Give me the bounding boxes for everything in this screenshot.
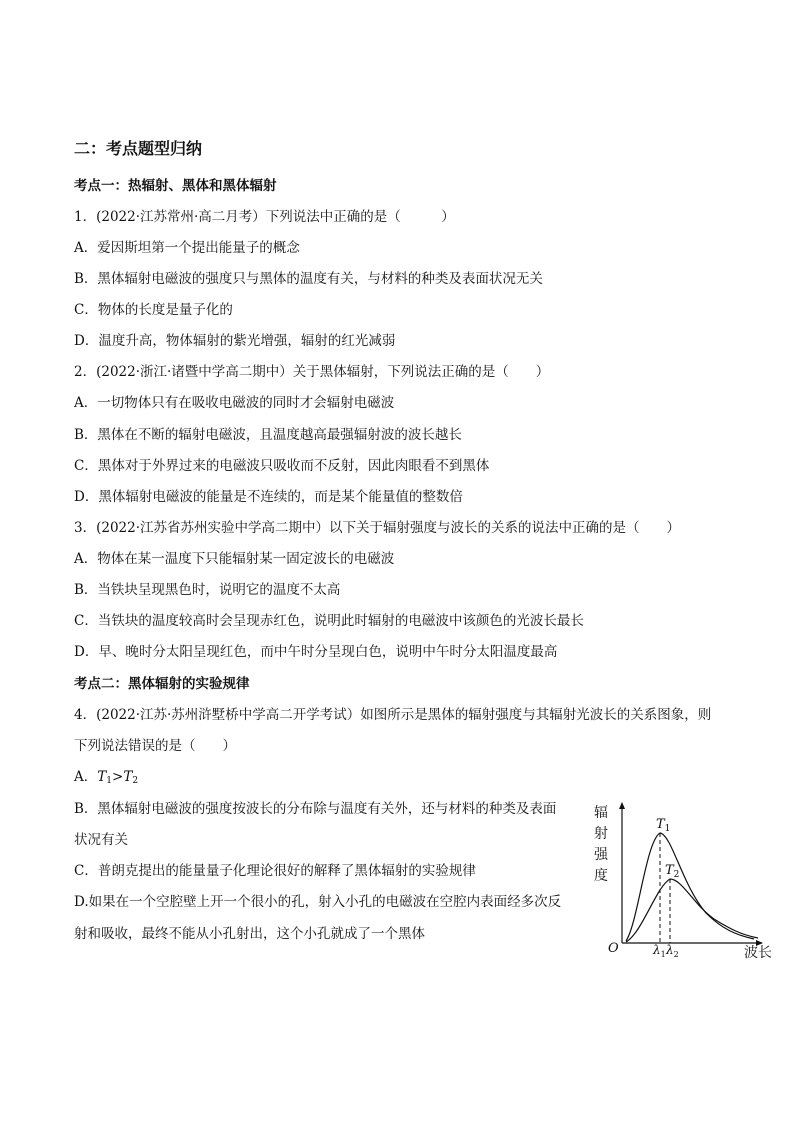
key-point-1-title: 考点一：热辐射、黑体和黑体辐射	[74, 178, 277, 194]
q4-option-a-gt: >	[112, 769, 124, 785]
q4-option-a	[74, 768, 138, 790]
q4-option-c: C．普朗克提出的能量量子化理论很好的解释了黑体辐射的实验规律	[74, 863, 476, 879]
curve-t1	[626, 833, 754, 941]
origin-label: O	[608, 941, 619, 956]
lambda1-label-sub: 1	[660, 950, 666, 959]
q1-stem: 1．(2022·江苏常州·高二月考）下列说法中正确的是（ ）	[74, 209, 455, 225]
y-label-char-3: 强	[594, 847, 608, 863]
section-title: 二：考点题型归纳	[74, 139, 203, 158]
t1-label-main: T	[656, 817, 665, 832]
y-label-char-1: 辐	[594, 805, 608, 821]
q2-stem: 2．(2022·浙江·诸暨中学高二期中）关于黑体辐射，下列说法正确的是（ ）	[74, 364, 550, 380]
q4-option-a-t1-sub: 1	[106, 776, 112, 786]
q2-option-b: B．黑体在不断的辐射电磁波，且温度越高最强辐射波的波长越长	[74, 427, 462, 443]
y-label-char-2: 射	[594, 826, 608, 842]
q1-option-b: B．黑体辐射电磁波的强度只与黑体的温度有关，与材料的种类及表面状况无关	[74, 271, 543, 287]
t2-label-sub: 2	[673, 870, 680, 880]
q3-option-d: D．早、晚时分太阳呈现红色，而中午时分呈现白色，说明中午时分太阳温度最高	[74, 644, 558, 660]
curve-t2	[626, 879, 758, 942]
q1-option-a: A．爱因斯坦第一个提出能量子的概念	[74, 240, 300, 256]
q4-option-a-prefix: A．	[74, 769, 98, 785]
q4-stem-line2: 下列说法错误的是（ ）	[74, 738, 236, 754]
q3-option-a: A．物体在某一温度下只能辐射某一固定波长的电磁波	[74, 551, 395, 567]
q3-option-b: B．当铁块呈现黑色时，说明它的温度不太高	[74, 582, 341, 598]
key-point-2-title: 考点二：黑体辐射的实验规律	[74, 676, 250, 692]
q4-option-a-t2: T	[123, 769, 133, 785]
lambda1-label	[652, 943, 666, 959]
q3-stem: 3．(2022·江苏省苏州实验中学高二期中）以下关于辐射强度与波长的关系的说法中正确的是（ ）	[74, 520, 681, 536]
q4-option-a-t2-sub: 2	[132, 776, 139, 786]
t1-label-sub: 1	[664, 824, 671, 834]
q1-option-d: D．温度升高，物体辐射的紫光增强，辐射的红光减弱	[74, 333, 396, 349]
q4-stem-line1: 4．(2022·江苏·苏州浒墅桥中学高二开学考试）如图所示是黑体的辐射强度与其辐射光波长的关系图象，则	[74, 707, 712, 723]
q4-option-b-line1: B．黑体辐射电磁波的强度按波长的分布除与温度有关外，还与材料的种类及表面	[74, 801, 557, 817]
t2-label	[665, 863, 679, 880]
q4-option-d-line1: D.如果在一个空腔壁上开一个很小的孔，射入小孔的电磁波在空腔内表面经多次反	[74, 894, 562, 910]
x-axis-label: 波长	[744, 945, 772, 961]
blackbody-radiation-figure	[590, 795, 790, 965]
lambda2-label	[665, 943, 679, 959]
q4-option-b-line2: 状况有关	[74, 832, 128, 848]
q2-option-d: D．黑体辐射电磁波的能量是不连续的，而是某个能量值的整数倍	[74, 489, 463, 505]
lambda2-label-main: λ	[666, 943, 674, 957]
t2-label-main: T	[665, 863, 674, 878]
lambda2-label-sub: 2	[673, 950, 679, 959]
q4-option-a-t1: T	[97, 769, 107, 785]
q4-option-d-line2: 射和吸收，最终不能从小孔射出，这个小孔就成了一个黑体	[74, 926, 425, 942]
q2-option-a: A．一切物体只有在吸收电磁波的同时才会辐射电磁波	[74, 395, 395, 411]
t1-label	[656, 817, 670, 834]
y-label-char-4: 度	[594, 868, 608, 884]
lambda1-label-main: λ	[653, 943, 661, 957]
q2-option-c: C．黑体对于外界过来的电磁波只吸收而不反射，因此肉眼看不到黑体	[74, 458, 490, 474]
q3-option-c: C．当铁块的温度较高时会呈现赤红色，说明此时辐射的电磁波中该颜色的光波长最长	[74, 613, 584, 629]
q1-option-c: C．物体的长度是量子化的	[74, 302, 233, 318]
